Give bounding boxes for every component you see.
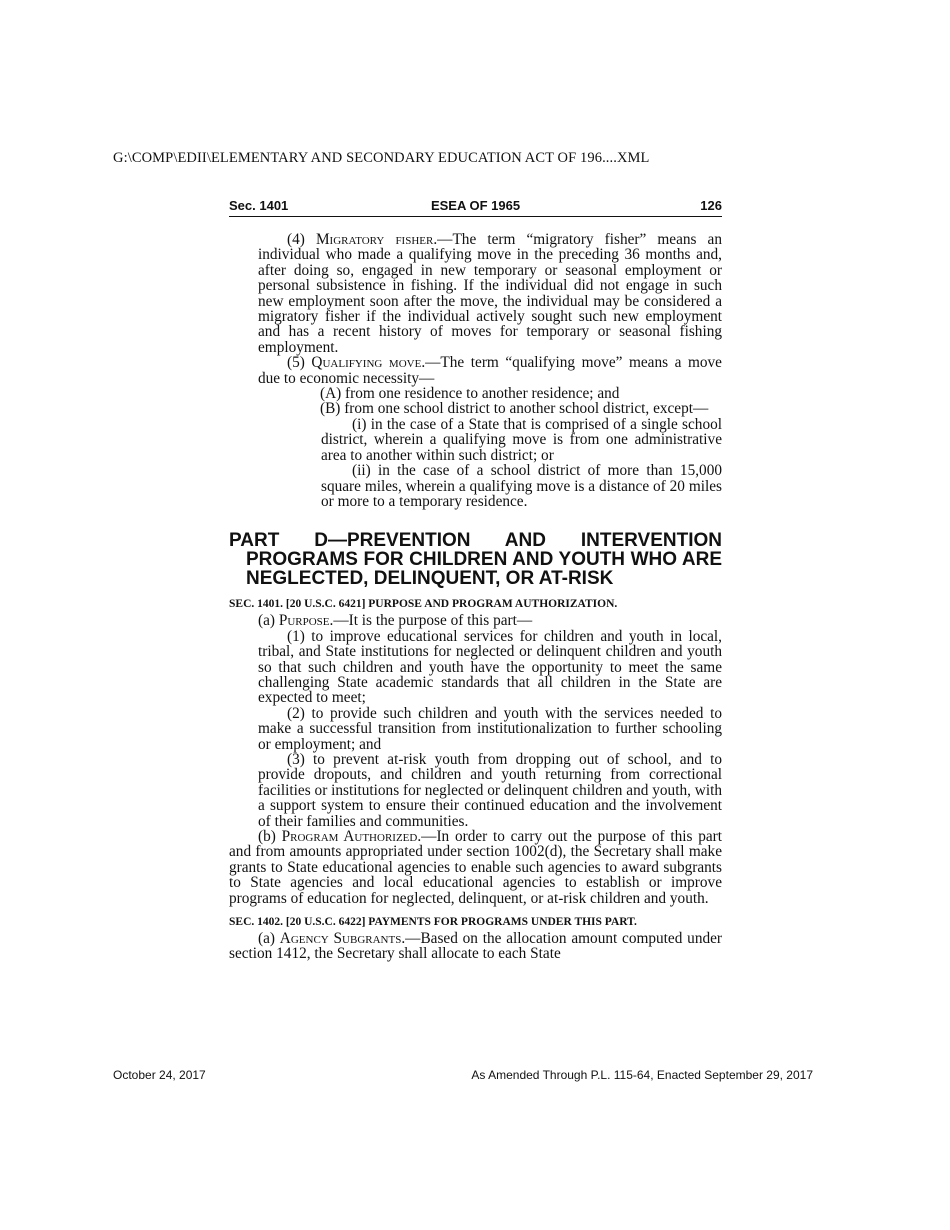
subsection-text: .—It is the purpose of this part— xyxy=(329,612,533,630)
para-heading: Migratory fisher xyxy=(315,231,434,248)
para-number: (5) xyxy=(287,354,305,372)
section-1401-heading: SEC. 1401. [20 U.S.C. 6421] PURPOSE AND PROGRAM AUTHORIZATION. xyxy=(229,598,618,611)
para-heading: Qualifying move xyxy=(311,354,422,372)
subsection-heading: Program Authorized xyxy=(281,828,418,845)
subparagraph-b: (B) from one school district to another school district, except— xyxy=(320,400,709,418)
paragraph-2: (2) to provide such children and youth with the services needed to make a successful transition from institutionalization to further schooling or employment; and xyxy=(258,704,722,753)
subsection-number: (a) xyxy=(258,612,275,630)
file-path: G:\COMP\EDII\ELEMENTARY AND SECONDARY EDUCATION ACT OF 196....XML xyxy=(113,150,650,166)
subsection-heading: Purpose xyxy=(278,612,330,630)
footer-date: October 24, 2017 xyxy=(113,1068,206,1082)
footer-amended: As Amended Through P.L. 115-64, Enacted September 29, 2017 xyxy=(471,1068,813,1082)
part-heading: PART D—PREVENTION AND INTERVENTION PROGRAMS FOR CHILDREN AND YOUTH WHO ARE NEGLECTED, DELINQUENT, OR AT-RISK xyxy=(229,530,722,590)
paragraph-3: (3) to prevent at-risk youth from dropping out of school, and to provide dropouts, and children and youth returning from correctional facilities or institutions for neglected or delinquent children and youth, with a support system to ensure their continued education and the involvement of their families and communities. xyxy=(258,750,722,830)
para-text: .—The term “qualifying move” means a move due to economic necessity— xyxy=(258,354,722,387)
document-body xyxy=(229,232,722,962)
para-text: .—The term “migratory fisher” means an individual who made a qualifying move in the preceding 36 months and, after doing so, engaged in new temporary or seasonal employment or personal subsistence in fishing. If the individual did not engage in such new employment soon after the move, the individual may be considered a migratory fisher if the individual actively sought such new employment and has a recent history of moves for temporary or seasonal fishing employment. xyxy=(258,231,722,356)
running-head xyxy=(229,198,722,217)
section-1402-heading: SEC. 1402. [20 U.S.C. 6422] PAYMENTS FOR PROGRAMS UNDER THIS PART. xyxy=(229,916,637,929)
subsection-heading: Agency Subgrants xyxy=(279,930,402,948)
para-number: (4) xyxy=(287,231,305,248)
paragraph-5 xyxy=(258,355,722,386)
paragraph-4 xyxy=(258,232,722,355)
paragraph-1: (1) to improve educational services for children and youth in local, tribal, and State institutions for neglected or delinquent children and youth so that such children and youth have the opportunity to meet the same challenging State academic standards that all children in the State are expected to meet; xyxy=(258,627,722,707)
clause-ii: (ii) in the case of a school district of more than 15,000 square miles, wherein a qualifying move is a distance of 20 miles or more to a temporary residence. xyxy=(321,462,722,510)
running-head-title: ESEA OF 1965 xyxy=(430,198,521,213)
running-head-section: Sec. 1401 xyxy=(229,198,289,213)
subsection-b xyxy=(229,829,722,906)
subsection-a-1402 xyxy=(229,931,722,962)
clause-i: (i) in the case of a State that is comprised of a single school district, wherein a qualifying move is from one administrative area to another within such district; or xyxy=(321,415,722,464)
subparagraph-a: (A) from one residence to another residence; and xyxy=(320,385,620,403)
subsection-text: .—Based on the allocation amount computed under section 1412, the Secretary shall allocate to each State xyxy=(229,930,723,963)
subsection-number: (a) xyxy=(258,930,275,948)
subsection-text: .—In order to carry out the purpose of this part and from amounts appropriated under section 1002(d), the Secretary shall make grants to State educational agencies to enable such agencies to award subgrants to State agencies and local educational agencies to establish or improve programs of education for neglected, delinquent, or at-risk children and youth. xyxy=(229,828,722,907)
page-number: 126 xyxy=(700,198,722,213)
subsection-a xyxy=(229,613,722,628)
subsection-number: (b) xyxy=(258,828,276,845)
